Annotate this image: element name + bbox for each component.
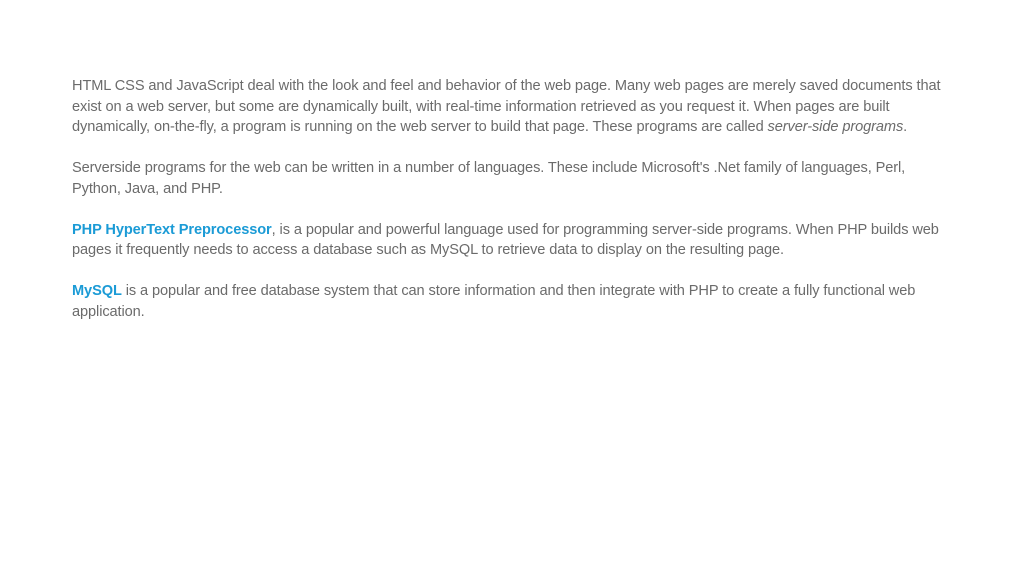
paragraph-mysql-text: is a popular and free database system that can store information and then integrate with PHP to create a fully functional web application. [72,283,916,320]
paragraph-intro-text: HTML CSS and JavaScript deal with the look and feel and behavior of the web page. Many web pages are merely saved documents that exist on a web server, but some are dynamically built, with real-time information retrieved as you request it. When pages are built dynamically, on-the-fly, a program is running on the web server to build that page. These programs are called [72,78,941,135]
slide-body [72,76,957,343]
server-side-programs-emphasis: server-side programs [767,119,904,135]
paragraph-php-text: , is a popular and powerful language used for programming server-side programs. When PHP builds web pages it frequently needs to access a database such as MySQL to retrieve data to display on the resulting page. [72,221,939,258]
paragraph-php [72,220,957,261]
paragraph-languages [72,158,957,199]
paragraph-languages-text: Serverside programs for the web can be written in a number of languages. These include Microsoft's .Net family of languages, Perl, Python, Java, and PHP. [72,160,906,197]
paragraph-mysql [72,281,957,322]
php-term: PHP HyperText Preprocessor [72,221,272,238]
paragraph-intro [72,76,957,138]
paragraph-intro-end: . [903,119,908,135]
mysql-term: MySQL [72,283,122,299]
